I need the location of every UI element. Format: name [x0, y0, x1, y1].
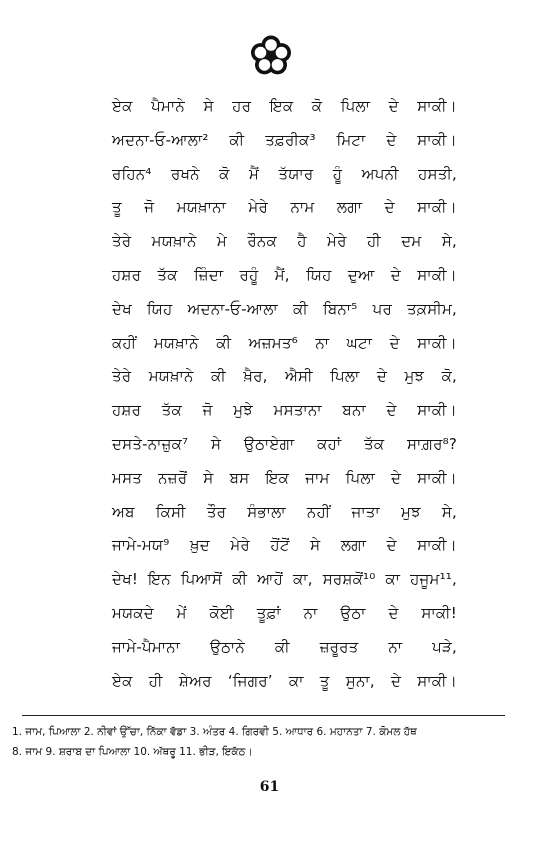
poem-line: ਜਾਮੇ-ਮਯ⁹ ਖ਼ੁਦ ਮੇਰੇ ਹੋਂਟੋਂ ਸੇ ਲਗਾ ਦੇ ਸਾਕੀ।: [112, 536, 457, 555]
page-number: 61: [259, 779, 280, 795]
poem-line: ਹਸ਼ਰ ਤੱਕ ਜ਼ਿੰਦਾ ਰਹੂੰ ਮੈਂ, ਯਿਹ ਦੁਆ ਦੇ ਸਾਕੀ।: [112, 265, 457, 284]
footnote-line: 8. ਜਾਮ 9. ਸ਼ਰਾਬ ਦਾ ਪਿਆਲਾ 10. ਅੱਥਰੂ 11. ਭੀੜ, ਇਕੱਠ।: [12, 746, 253, 758]
poem-line: ਮਯਕਦੇ ਮੇਂ ਕੋਈ ਤੂਫ਼ਾਂ ਨਾ ਉਠਾ ਦੇ ਸਾਕੀ!: [112, 603, 457, 622]
flower-ornament-icon: [249, 34, 293, 78]
poem-line: ਏਕ ਹੀ ਸ਼ੇਅਰ ‘ਜਿਗਰ’ ਕਾ ਤੂ ਸੁਨਾ, ਦੇ ਸਾਕੀ।: [112, 671, 457, 690]
poem-line: ਦੇਖ ਯਿਹ ਅਦਨਾ-ਓ-ਆਲਾ ਕੀ ਬਿਨਾ⁵ ਪਰ ਤਕ਼ਸੀਮ,: [112, 299, 457, 318]
poem-line: ਮਸਤ ਨਜ਼ਰੋਂ ਸੇ ਬਸ ਇਕ ਜਾਮ ਪਿਲਾ ਦੇ ਸਾਕੀ।: [112, 468, 457, 487]
poem-line: ਤੇਰੇ ਮਯਖ਼ਾਨੇ ਮੇ ਰੌਨਕ ਹੈ ਮੇਰੇ ਹੀ ਦਮ ਸੇ,: [112, 232, 457, 251]
poem-body: [112, 90, 457, 698]
poem-line: ਅਬ ਕਿਸੀ ਤੌਰ ਸੰਭਾਲਾ ਨਹੀਂ ਜਾਤਾ ਮੁਝ ਸੇ,: [112, 502, 457, 521]
poem-line: ਅਦਨਾ-ਓ-ਆਲਾ² ਕੀ ਤਫ਼ਰੀਕ³ ਮਿਟਾ ਦੇ ਸਾਕੀ।: [112, 130, 457, 149]
poem-line: ਕਹੀਂ ਮਯਖ਼ਾਨੇ ਕੀ ਅਜ਼ਮਤ⁶ ਨਾ ਘਟਾ ਦੇ ਸਾਕੀ।: [112, 333, 457, 352]
poem-line: ਦਸਤੇ-ਨਾਜ਼ੁਕ⁷ ਸੇ ਉਠਾਏਗਾ ਕਹਾਂ ਤੱਕ ਸਾਗ਼ਰ⁸?: [112, 434, 457, 453]
poem-line: ਜਾਮੇ-ਪੈਮਾਨਾ ਉਠਾਨੇ ਕੀ ਜ਼ਰੂਰਤ ਨਾ ਪੜੇ,: [112, 637, 457, 656]
poem-line: ਏਕ ਪੈਮਾਨੇ ਸੇ ਹਰ ਇਕ ਕੋ ਪਿਲਾ ਦੇ ਸਾਕੀ।: [112, 97, 457, 115]
footnote-divider: [22, 715, 505, 716]
poem-line: ਹਸ਼ਰ ਤੱਕ ਜੋ ਮੁਝੇ ਮਸਤਾਨਾ ਬਨਾ ਦੇ ਸਾਕੀ।: [112, 401, 457, 420]
poem-line: ਤੂ ਜੋ ਮਯਖ਼ਾਨਾ ਮੇਰੇ ਨਾਮ ਲਗਾ ਦੇ ਸਾਕੀ।: [112, 198, 457, 217]
footnotes: [12, 722, 528, 762]
poem-line: ਤੇਰੇ ਮਯਖ਼ਾਨੇ ਕੀ ਖ਼ੈਰ, ਐਸੀ ਪਿਲਾ ਦੇ ਮੁਝ ਕੋ,: [112, 367, 457, 386]
poem-line: ਦੇਖ! ਇਨ ਪਿਆਸੋਂ ਕੀ ਆਹੋਂ ਕਾ, ਸਰਸ਼ਕੋਂ¹⁰ ਕਾ ਹਜੂਮ¹¹,: [112, 570, 457, 589]
footnote-line: 1. ਜਾਮ, ਪਿਆਲਾ 2. ਨੀਵਾਂ ਉੱਚਾ, ਨਿੱਕਾ ਵੱਡਾ 3. ਅੰਤਰ 4. ਗਿਰਵੀ 5. ਆਧਾਰ 6. ਮਹਾਨਤਾ 7. ਕੋਮਲ ਹੱਥ: [12, 726, 417, 738]
poem-line: ਰਹਿਨ⁴ ਰਖਨੇ ਕੋ ਮੈਂ ਤੱਯਾਰ ਹੂੰ ਅਪਨੀ ਹਸਤੀ,: [112, 164, 457, 183]
